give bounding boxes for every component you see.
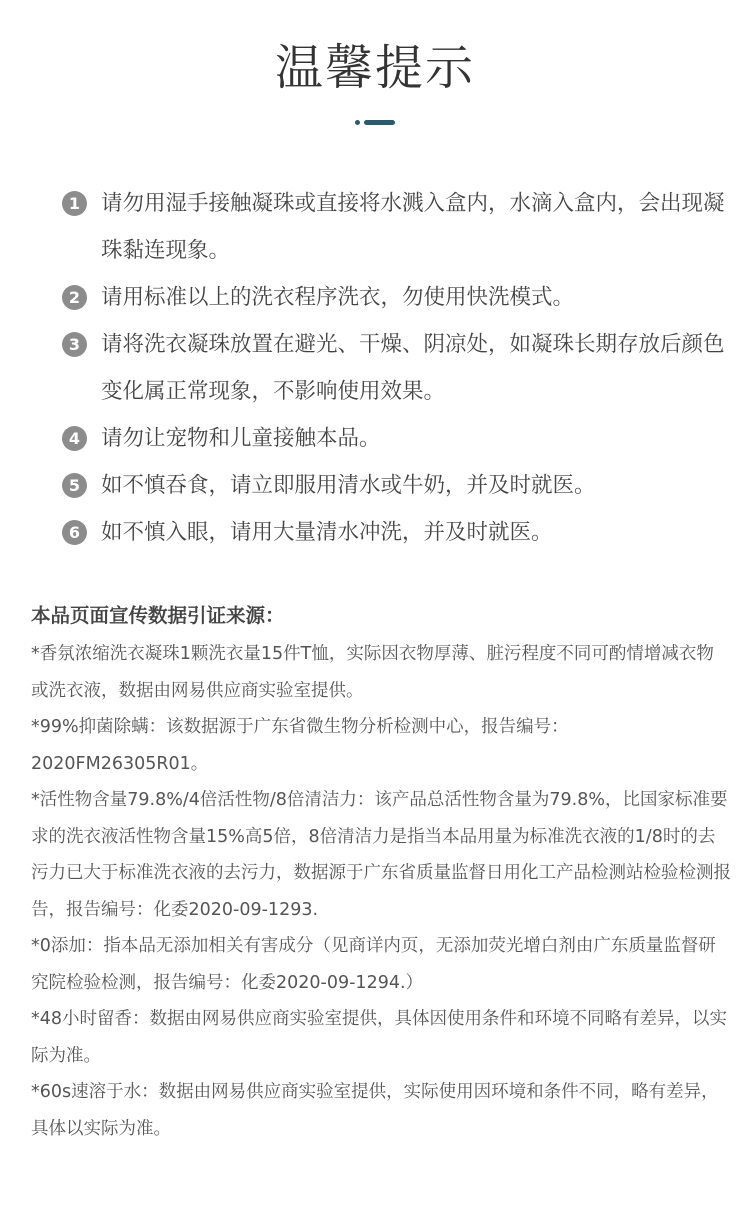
data-sources-section [31,596,731,1147]
tip-text: 请勿让宠物和儿童接触本品。 [101,426,381,451]
tip-item [62,509,732,556]
tip-text: 请用标准以上的洗衣程序洗衣，勿使用快洗模式。 [101,285,575,310]
tip-item [62,462,732,509]
divider-bar [364,120,395,125]
tip-item [62,180,732,274]
source-item: *活性物含量79.8%/4倍活性物/8倍清洁力：该产品总活性物含量为79.8%，比国家标准要求的洗衣液活性物含量15%高5倍，8倍清洁力是指当本品用量为标准洗衣液的1/8时的去污力已大于标准洗衣液的去污力，数据源于广东省质量监督日用化工产品检测站检验检测报告，报告编号：化委2020-09-1293. [31,790,731,920]
tip-text: 如不慎吞食，请立即服用清水或牛奶，并及时就医。 [101,473,596,498]
tip-text: 如不慎入眼，请用大量清水冲洗，并及时就医。 [101,520,553,545]
tip-number-badge: 5 [62,473,87,498]
tip-text: 请勿用湿手接触凝珠或直接将水溅入盒内，水滴入盒内，会出现凝珠黏连现象。 [101,191,725,263]
tip-number-badge: 6 [62,520,87,545]
tip-number-badge: 4 [62,426,87,451]
page-title: 温馨提示 [274,40,475,96]
tip-item [62,321,732,415]
tip-item [62,415,732,462]
tip-number-badge: 1 [62,191,87,216]
tips-list [62,180,732,556]
source-item: *99%抑菌除螨：该数据源于广东省微生物分析检测中心，报告编号：2020FM26305R01。 [31,717,569,774]
title-divider [355,120,395,125]
tip-number-badge: 3 [62,332,87,357]
tip-text: 请将洗衣凝珠放置在避光、干燥、阴凉处，如凝珠长期存放后颜色变化属正常现象，不影响使用效果。 [101,332,725,404]
source-item: *香氛浓缩洗衣凝珠1颗洗衣量15件T恤，实际因衣物厚薄、脏污程度不同可酌情增减衣物或洗衣液，数据由网易供应商实验室提供。 [31,644,714,701]
divider-dot [355,120,360,125]
sources-heading: 本品页面宣传数据引证来源： [31,604,285,627]
source-item: *48小时留香：数据由网易供应商实验室提供，具体因使用条件和环境不同略有差异，以实际为准。 [31,1009,728,1066]
tip-item [62,274,732,321]
source-item: *60s速溶于水：数据由网易供应商实验室提供，实际使用因环境和条件不同，略有差异，具体以实际为准。 [31,1082,719,1139]
source-item: *0添加：指本品无添加相关有害成分（见商详内页，无添加荧光增白剂由广东质量监督研究院检验检测，报告编号：化委2020-09-1294.） [31,936,716,993]
tip-number-badge: 2 [62,285,87,310]
